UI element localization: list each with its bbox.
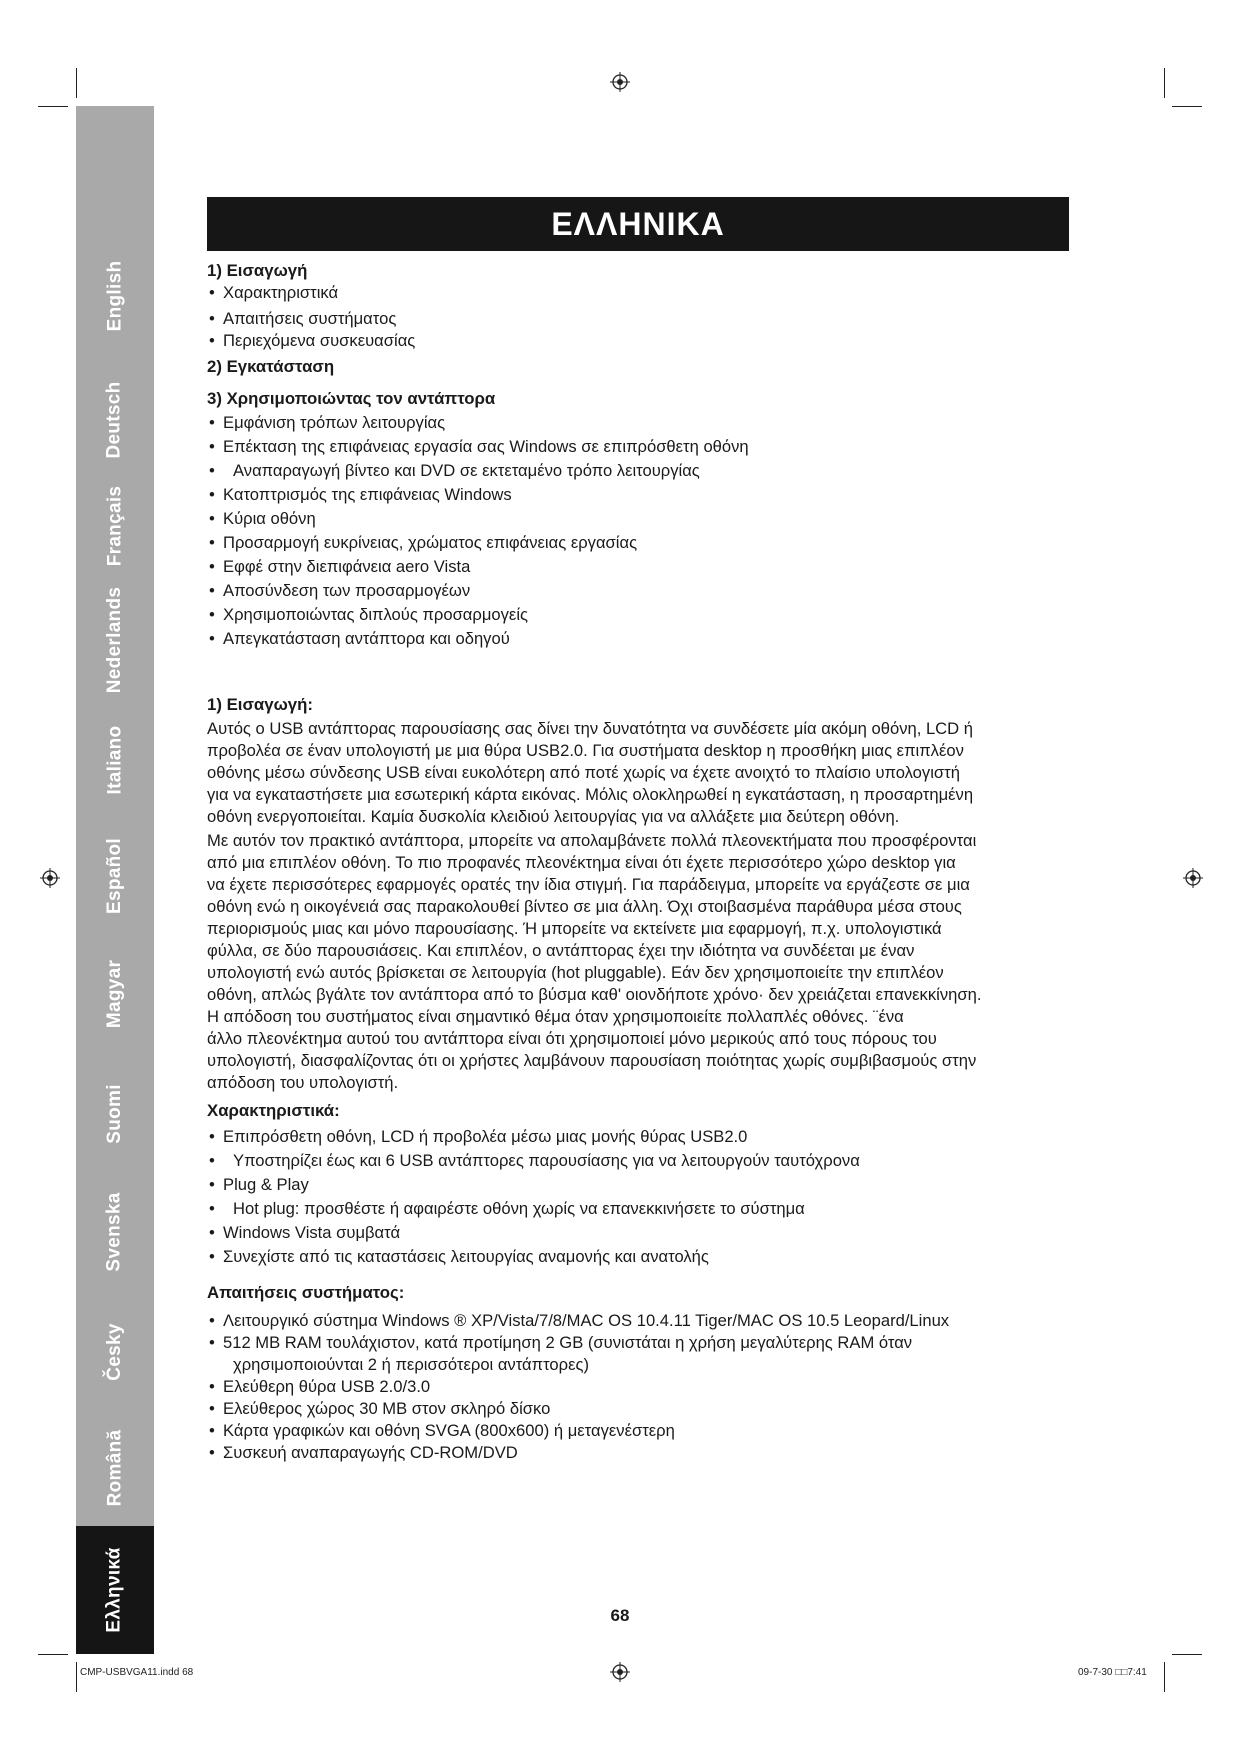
section-heading-features: Χαρακτηριστικά: bbox=[207, 1101, 340, 1120]
lang-tab-espanol[interactable]: Español bbox=[103, 837, 125, 915]
lang-tab-deutsch[interactable]: Deutsch bbox=[104, 381, 125, 459]
crop-mark bbox=[1164, 1662, 1165, 1692]
list-item: • Plug & Play bbox=[207, 1174, 1073, 1196]
language-sidebar bbox=[76, 106, 154, 1654]
registration-mark-icon bbox=[610, 72, 630, 92]
list-item: • Χρησιμοποιώντας διπλούς προσαρμογείς bbox=[207, 604, 1073, 626]
list-item: • Περιεχόμενα συσκευασίας bbox=[207, 330, 1073, 352]
text-line: περιορισμούς μιας και μόνο παρουσίασης. Ή μπορείτε να εκτείνετε μια εφαρμογή, π.χ. υπολογιστικά bbox=[207, 919, 942, 938]
list-item: • Προσαρμογή ευκρίνειας, χρώματος επιφάνειας εργασίας bbox=[207, 532, 1073, 554]
requirements-list bbox=[207, 1310, 1073, 1464]
text-line: υπολογιστή, διασφαλίζοντας ότι οι χρήστες λαμβάνουν παρουσίαση ποιότητας χωρίς συμβιβασμούς στην bbox=[207, 1051, 977, 1070]
text-line: φύλλα, σε δύο παρουσιάσεις. Και επιπλέον, ο αντάπτορας έχει την ιδιότητα να συνδέεται με έναν bbox=[207, 941, 915, 960]
lang-tab-magyar[interactable]: Magyar bbox=[103, 959, 125, 1029]
list-item: • Εμφάνιση τρόπων λειτουργίας bbox=[207, 412, 1073, 434]
features-list bbox=[207, 1126, 1073, 1268]
list-item: • Επέκταση της επιφάνειας εργασία σας Windows σε επιπρόσθετη οθόνη bbox=[207, 436, 1073, 458]
crop-mark bbox=[76, 68, 77, 98]
text-line: από μια επιπλέον οθόνη. Το πιο προφανές πλεονέκτημα είναι ότι έχετε περισσότερο χώρο desktop για bbox=[207, 853, 956, 872]
list-item: • Απαιτήσεις συστήματος bbox=[207, 308, 1073, 330]
crop-mark bbox=[38, 1654, 68, 1655]
crop-mark bbox=[1172, 1654, 1202, 1655]
main-content bbox=[207, 260, 1073, 1464]
list-item: • Hot plug: προσθέστε ή αφαιρέστε οθόνη χωρίς να επανεκκινήσετε το σύστημα bbox=[207, 1198, 1073, 1220]
lang-tab-italiano[interactable]: Italiano bbox=[103, 725, 125, 795]
list-item: • Ελεύθερη θύρα USB 2.0/3.0 bbox=[207, 1376, 1073, 1398]
list-item: • Κύρια οθόνη bbox=[207, 508, 1073, 530]
list-item: • Ελεύθερος χώρος 30 MB στον σκληρό δίσκο bbox=[207, 1398, 1073, 1420]
toc-list-using-adapter bbox=[207, 412, 1073, 650]
list-item: • Κατοπτρισμός της επιφάνειας Windows bbox=[207, 484, 1073, 506]
intro-paragraph-1 bbox=[207, 718, 1073, 828]
list-item: • Κάρτα γραφικών και οθόνη SVGA (800x600) ή μεταγενέστερη bbox=[207, 1420, 1073, 1442]
list-item-continuation: χρησιμοποιούνται 2 ή περισσότεροι αντάπτορες) bbox=[233, 1355, 590, 1374]
text-line: οθόνη, απλώς βγάλτε τον αντάπτορα από το βύσμα καθ' οιονδήποτε χρόνο· δεν χρειάζεται επανεκκίνηση. bbox=[207, 985, 982, 1004]
text-line: για να εγκαταστήσετε μια εσωτερική κάρτα εικόνας. Μόλις ολοκληρωθεί η εγκατάσταση, η προσαρτημένη bbox=[207, 785, 974, 804]
text-line: Η απόδοση του συστήματος είναι σημαντικό θέμα όταν χρησιμοποιείτε πολλαπλές οθόνες. ¨ένα bbox=[207, 1007, 904, 1026]
list-item: • Συσκευή αναπαραγωγής CD-ROM/DVD bbox=[207, 1442, 1073, 1464]
toc-heading-installation: 2) Εγκατάσταση bbox=[207, 357, 335, 376]
registration-mark-icon bbox=[40, 868, 60, 888]
lang-tab-suomi[interactable]: Suomi bbox=[104, 1084, 125, 1144]
crop-mark bbox=[1164, 68, 1165, 98]
text-line: προβολέα σε έναν υπολογιστή με μια θύρα USB2.0. Για συστήματα desktop η προσθήκη μιας επιπλέον bbox=[207, 741, 964, 760]
footer-file-name: CMP-USBVGA11.indd 68 bbox=[80, 1667, 194, 1678]
list-item: • Αναπαραγωγή βίντεο και DVD σε εκτεταμένο τρόπο λειτουργίας bbox=[207, 460, 1073, 482]
toc-heading-using-adapter: 3) Χρησιμοποιώντας τον αντάπτορα bbox=[207, 389, 496, 408]
page-number: 68 bbox=[610, 1606, 630, 1625]
lang-tab-romana[interactable]: Română bbox=[103, 1429, 125, 1507]
text-line: οθόνη ενεργοποιείται. Καμία δυσκολία κλειδιού λειτουργίας για να αλλάξετε μια δεύτερη οθόνη. bbox=[207, 807, 900, 826]
list-item: • Απεγκατάσταση αντάπτορα και οδηγού bbox=[207, 628, 1073, 650]
section-heading-requirements: Απαιτήσεις συστήματος: bbox=[207, 1283, 405, 1302]
list-item: • Χαρακτηριστικά bbox=[207, 282, 1073, 304]
list-item: • Λειτουργικό σύστημα Windows ® XP/Vista/7/8/MAC OS 10.4.11 Tiger/MAC OS 10.5 Leopard/Linux bbox=[207, 1310, 1073, 1332]
lang-tab-francais[interactable]: Français bbox=[104, 485, 125, 567]
registration-mark-icon bbox=[1183, 868, 1203, 888]
lang-tab-nederlands[interactable]: Nederlands bbox=[104, 586, 126, 694]
list-item: • Συνεχίστε από τις καταστάσεις λειτουργίας αναμονής και ανατολής bbox=[207, 1246, 1073, 1268]
lang-tab-cesky[interactable]: Česky bbox=[104, 1323, 125, 1381]
crop-mark bbox=[38, 106, 68, 107]
list-item bbox=[207, 1332, 1073, 1376]
lang-tab-english[interactable]: English bbox=[104, 260, 125, 332]
crop-mark bbox=[76, 1662, 77, 1692]
section-heading-introduction: 1) Εισαγωγή: bbox=[207, 695, 313, 714]
text-line: οθόνη ενώ η οικογένειά σας παρακολουθεί βίντεο σε μια άλλη. Όχι στοιβασμένα παράθυρα μέσα στους bbox=[207, 897, 962, 916]
text-line: άλλο πλεονέκτημα αυτού του αντάπτορα είναι ότι χρησιμοποιεί μόνο μερικούς από τους πόρους του bbox=[207, 1029, 937, 1048]
text-line: υπολογιστή ενώ αυτός βρίσκεται σε λειτουργία (hot pluggable). Εάν δεν χρησιμοποιείτε την επιπλέον bbox=[207, 963, 944, 982]
list-item: • Υποστηρίζει έως και 6 USB αντάπτορες παρουσίασης για να λειτουργούν ταυτόχρονα bbox=[207, 1150, 1073, 1172]
list-item: • Αποσύνδεση των προσαρμογέων bbox=[207, 580, 1073, 602]
toc-heading-introduction: 1) Εισαγωγή bbox=[207, 261, 308, 280]
list-item: • Επιπρόσθετη οθόνη, LCD ή προβολέα μέσω μιας μονής θύρας USB2.0 bbox=[207, 1126, 1073, 1148]
lang-tab-svenska[interactable]: Svenska bbox=[104, 1192, 125, 1272]
text-line: Με αυτόν τον πρακτικό αντάπτορα, μπορείτε να απολαμβάνετε πολλά πλεονεκτήματα που προσφέρονται bbox=[207, 831, 977, 850]
crop-mark bbox=[1172, 106, 1202, 107]
intro-paragraph-2 bbox=[207, 830, 1073, 1094]
list-item: • Windows Vista συμβατά bbox=[207, 1222, 1073, 1244]
text-line: απόδοση του υπολογιστή. bbox=[207, 1073, 399, 1092]
list-item: • Εφφέ στην διεπιφάνεια aero Vista bbox=[207, 556, 1073, 578]
list-item-text: • 512 MB RAM τουλάχιστον, κατά προτίμηση 2 GB (συνιστάται η χρήση μεγαλύτερης RAM όταν bbox=[223, 1333, 913, 1352]
text-line: οθόνης μέσω σύνδεσης USB είναι ευκολότερη από ποτέ χωρίς να έχετε ανοιχτό το πλαίσιο υπολογιστή bbox=[207, 763, 960, 782]
registration-mark-icon bbox=[610, 1662, 630, 1682]
lang-tab-ellinika-active[interactable]: Ελληνικά bbox=[76, 1526, 154, 1654]
text-line: να έχετε περισσότερες εφαρμογές ορατές την ίδια στιγμή. Για παράδειγμα, μπορείτε να εργάζεστε σε μια bbox=[207, 875, 970, 894]
text-line: Αυτός ο USB αντάπτορας παρουσίασης σας δίνει την δυνατότητα να συνδέσετε μία ακόμη οθόνη, LCD ή bbox=[207, 719, 973, 738]
footer-timestamp: 09-7-30 □□7:41 bbox=[1078, 1667, 1147, 1678]
toc-list-introduction bbox=[207, 282, 1073, 352]
page-title: ΕΛΛΗΝΙΚΑ bbox=[207, 197, 1069, 251]
